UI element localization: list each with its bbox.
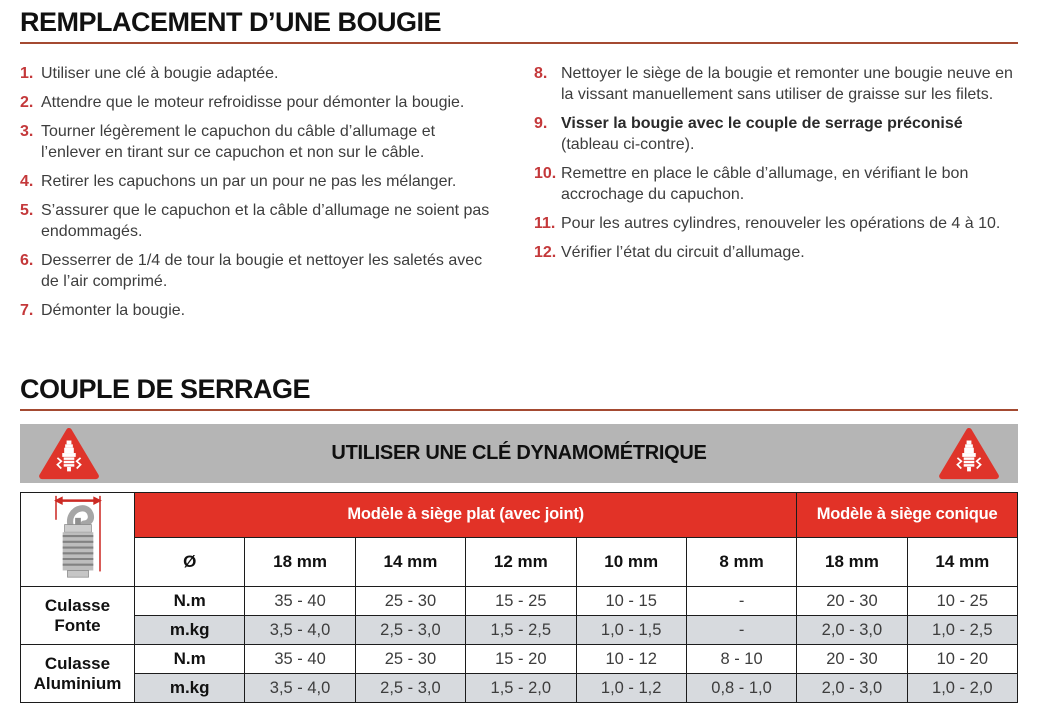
column-header-diameter: Ø (135, 537, 245, 586)
column-header-14mm: 14 mm (355, 537, 465, 586)
column-header-8mm: 8 mm (686, 537, 796, 586)
torque-value: 1,5 - 2,5 (466, 616, 576, 645)
torque-value: 10 - 25 (907, 587, 1017, 616)
step-item (20, 250, 496, 292)
steps-column-left (20, 63, 496, 329)
table-row (21, 674, 1018, 703)
spark-plug-warning-triangle-icon (38, 427, 100, 481)
table-row (21, 645, 1018, 674)
torque-value: 15 - 20 (466, 645, 576, 674)
torque-value: 2,5 - 3,0 (355, 674, 465, 703)
unit-label-nm: N.m (135, 645, 245, 674)
step-item (20, 121, 496, 163)
step-item (534, 213, 1018, 234)
torque-value: 8 - 10 (686, 645, 796, 674)
column-header-conical-18mm: 18 mm (797, 537, 907, 586)
column-header-10mm: 10 mm (576, 537, 686, 586)
step-number: 4. (20, 173, 34, 190)
step-text: Nettoyer le siège de la bougie et remonter une bougie neuve en la vissant manuellement sans utiliser de graisse sur les filets. (561, 65, 1013, 103)
step-text: Vérifier l’état du circuit d’allumage. (561, 244, 805, 261)
step-number: 3. (20, 123, 34, 140)
step-number: 10. (534, 165, 557, 182)
torque-value: 1,0 - 1,2 (576, 674, 686, 703)
torque-value: 1,0 - 1,5 (576, 616, 686, 645)
torque-value: 25 - 30 (355, 587, 465, 616)
step-number: 1. (20, 65, 34, 82)
step-text: Desserrer de 1/4 de tour la bougie et nettoyer les saletés avec de l’air comprimé. (41, 252, 483, 290)
torque-value: 1,0 - 2,5 (907, 616, 1017, 645)
group-header-conical-seat: Modèle à siège conique (797, 493, 1018, 538)
step-number: 9. (534, 115, 548, 132)
torque-value: 35 - 40 (245, 645, 355, 674)
torque-value: 35 - 40 (245, 587, 355, 616)
step-text: Pour les autres cylindres, renouveler les opérations de 4 à 10. (561, 215, 1001, 232)
torque-value: 3,5 - 4,0 (245, 616, 355, 645)
torque-value: 1,0 - 2,0 (907, 674, 1017, 703)
steps-column-right (534, 63, 1018, 329)
step-item (20, 63, 496, 84)
torque-value: 20 - 30 (797, 587, 907, 616)
torque-value: 25 - 30 (355, 645, 465, 674)
torque-value: - (686, 587, 796, 616)
steps-list (20, 63, 1018, 329)
step-item (20, 92, 496, 113)
step-number: 12. (534, 244, 557, 261)
group-header-flat-seat: Modèle à siège plat (avec joint) (135, 493, 797, 538)
step-text: Démonter la bougie. (41, 302, 186, 319)
step-item (534, 163, 1018, 205)
step-text (561, 113, 1018, 155)
step-number: 8. (534, 65, 548, 82)
column-header-12mm: 12 mm (466, 537, 576, 586)
step-number: 2. (20, 94, 34, 111)
torque-value: 2,5 - 3,0 (355, 616, 465, 645)
torque-value: 15 - 25 (466, 587, 576, 616)
unit-label-nm: N.m (135, 587, 245, 616)
torque-value: 1,5 - 2,0 (466, 674, 576, 703)
unit-label-mkg: m.kg (135, 674, 245, 703)
step-item (534, 242, 1018, 263)
torque-value: 3,5 - 4,0 (245, 674, 355, 703)
step-text: S’assurer que le capuchon et la câble d’allumage ne soient pas endommagés. (41, 202, 490, 240)
column-header-conical-14mm: 14 mm (907, 537, 1017, 586)
table-row (21, 587, 1018, 616)
torque-value: 2,0 - 3,0 (797, 674, 907, 703)
step-item (534, 113, 1018, 155)
step-number: 5. (20, 202, 34, 219)
step-item (20, 300, 496, 321)
unit-label-mkg: m.kg (135, 616, 245, 645)
step-text-bold: Visser la bougie avec le couple de serrage préconisé (561, 115, 963, 132)
torque-value: 10 - 20 (907, 645, 1017, 674)
section-title-remplacement: REMPLACEMENT D’UNE BOUGIE (20, 7, 442, 37)
spark-plug-diameter-photo (21, 493, 135, 587)
step-text: Remettre en place le câble d’allumage, en vérifiant le bon accrochage du capuchon. (561, 165, 969, 203)
torque-value: 20 - 30 (797, 645, 907, 674)
spark-plug-warning-triangle-icon (938, 427, 1000, 481)
title-rule (20, 42, 1018, 44)
step-item (20, 200, 496, 242)
torque-value: - (686, 616, 796, 645)
torque-value: 10 - 12 (576, 645, 686, 674)
torque-value: 0,8 - 1,0 (686, 674, 796, 703)
step-item (534, 63, 1018, 105)
step-number: 11. (534, 215, 556, 232)
torque-table (20, 492, 1018, 703)
row-label-culasse-aluminium: Culasse Aluminium (21, 645, 135, 703)
step-text: Attendre que le moteur refroidisse pour démonter la bougie. (41, 94, 465, 111)
torque-value: 2,0 - 3,0 (797, 616, 907, 645)
step-number: 7. (20, 302, 34, 319)
title-rule (20, 409, 1018, 411)
step-item (20, 171, 496, 192)
step-text: Tourner légèrement le capuchon du câble d’allumage et l’enlever en tirant sur ce capuchon et non sur le câble. (41, 123, 436, 161)
section-title-couple-de-serrage: COUPLE DE SERRAGE (20, 374, 311, 404)
step-text-rest: (tableau ci-contre). (561, 136, 695, 153)
banner-title: UTILISER UNE CLÉ DYNAMOMÉTRIQUE (331, 442, 707, 464)
step-number: 6. (20, 252, 34, 269)
step-text: Utiliser une clé à bougie adaptée. (41, 65, 279, 82)
row-label-culasse-fonte: Culasse Fonte (21, 587, 135, 645)
step-text: Retirer les capuchons un par un pour ne pas les mélanger. (41, 173, 457, 190)
table-row (21, 616, 1018, 645)
torque-value: 10 - 15 (576, 587, 686, 616)
column-header-18mm: 18 mm (245, 537, 355, 586)
warning-banner (20, 424, 1018, 483)
